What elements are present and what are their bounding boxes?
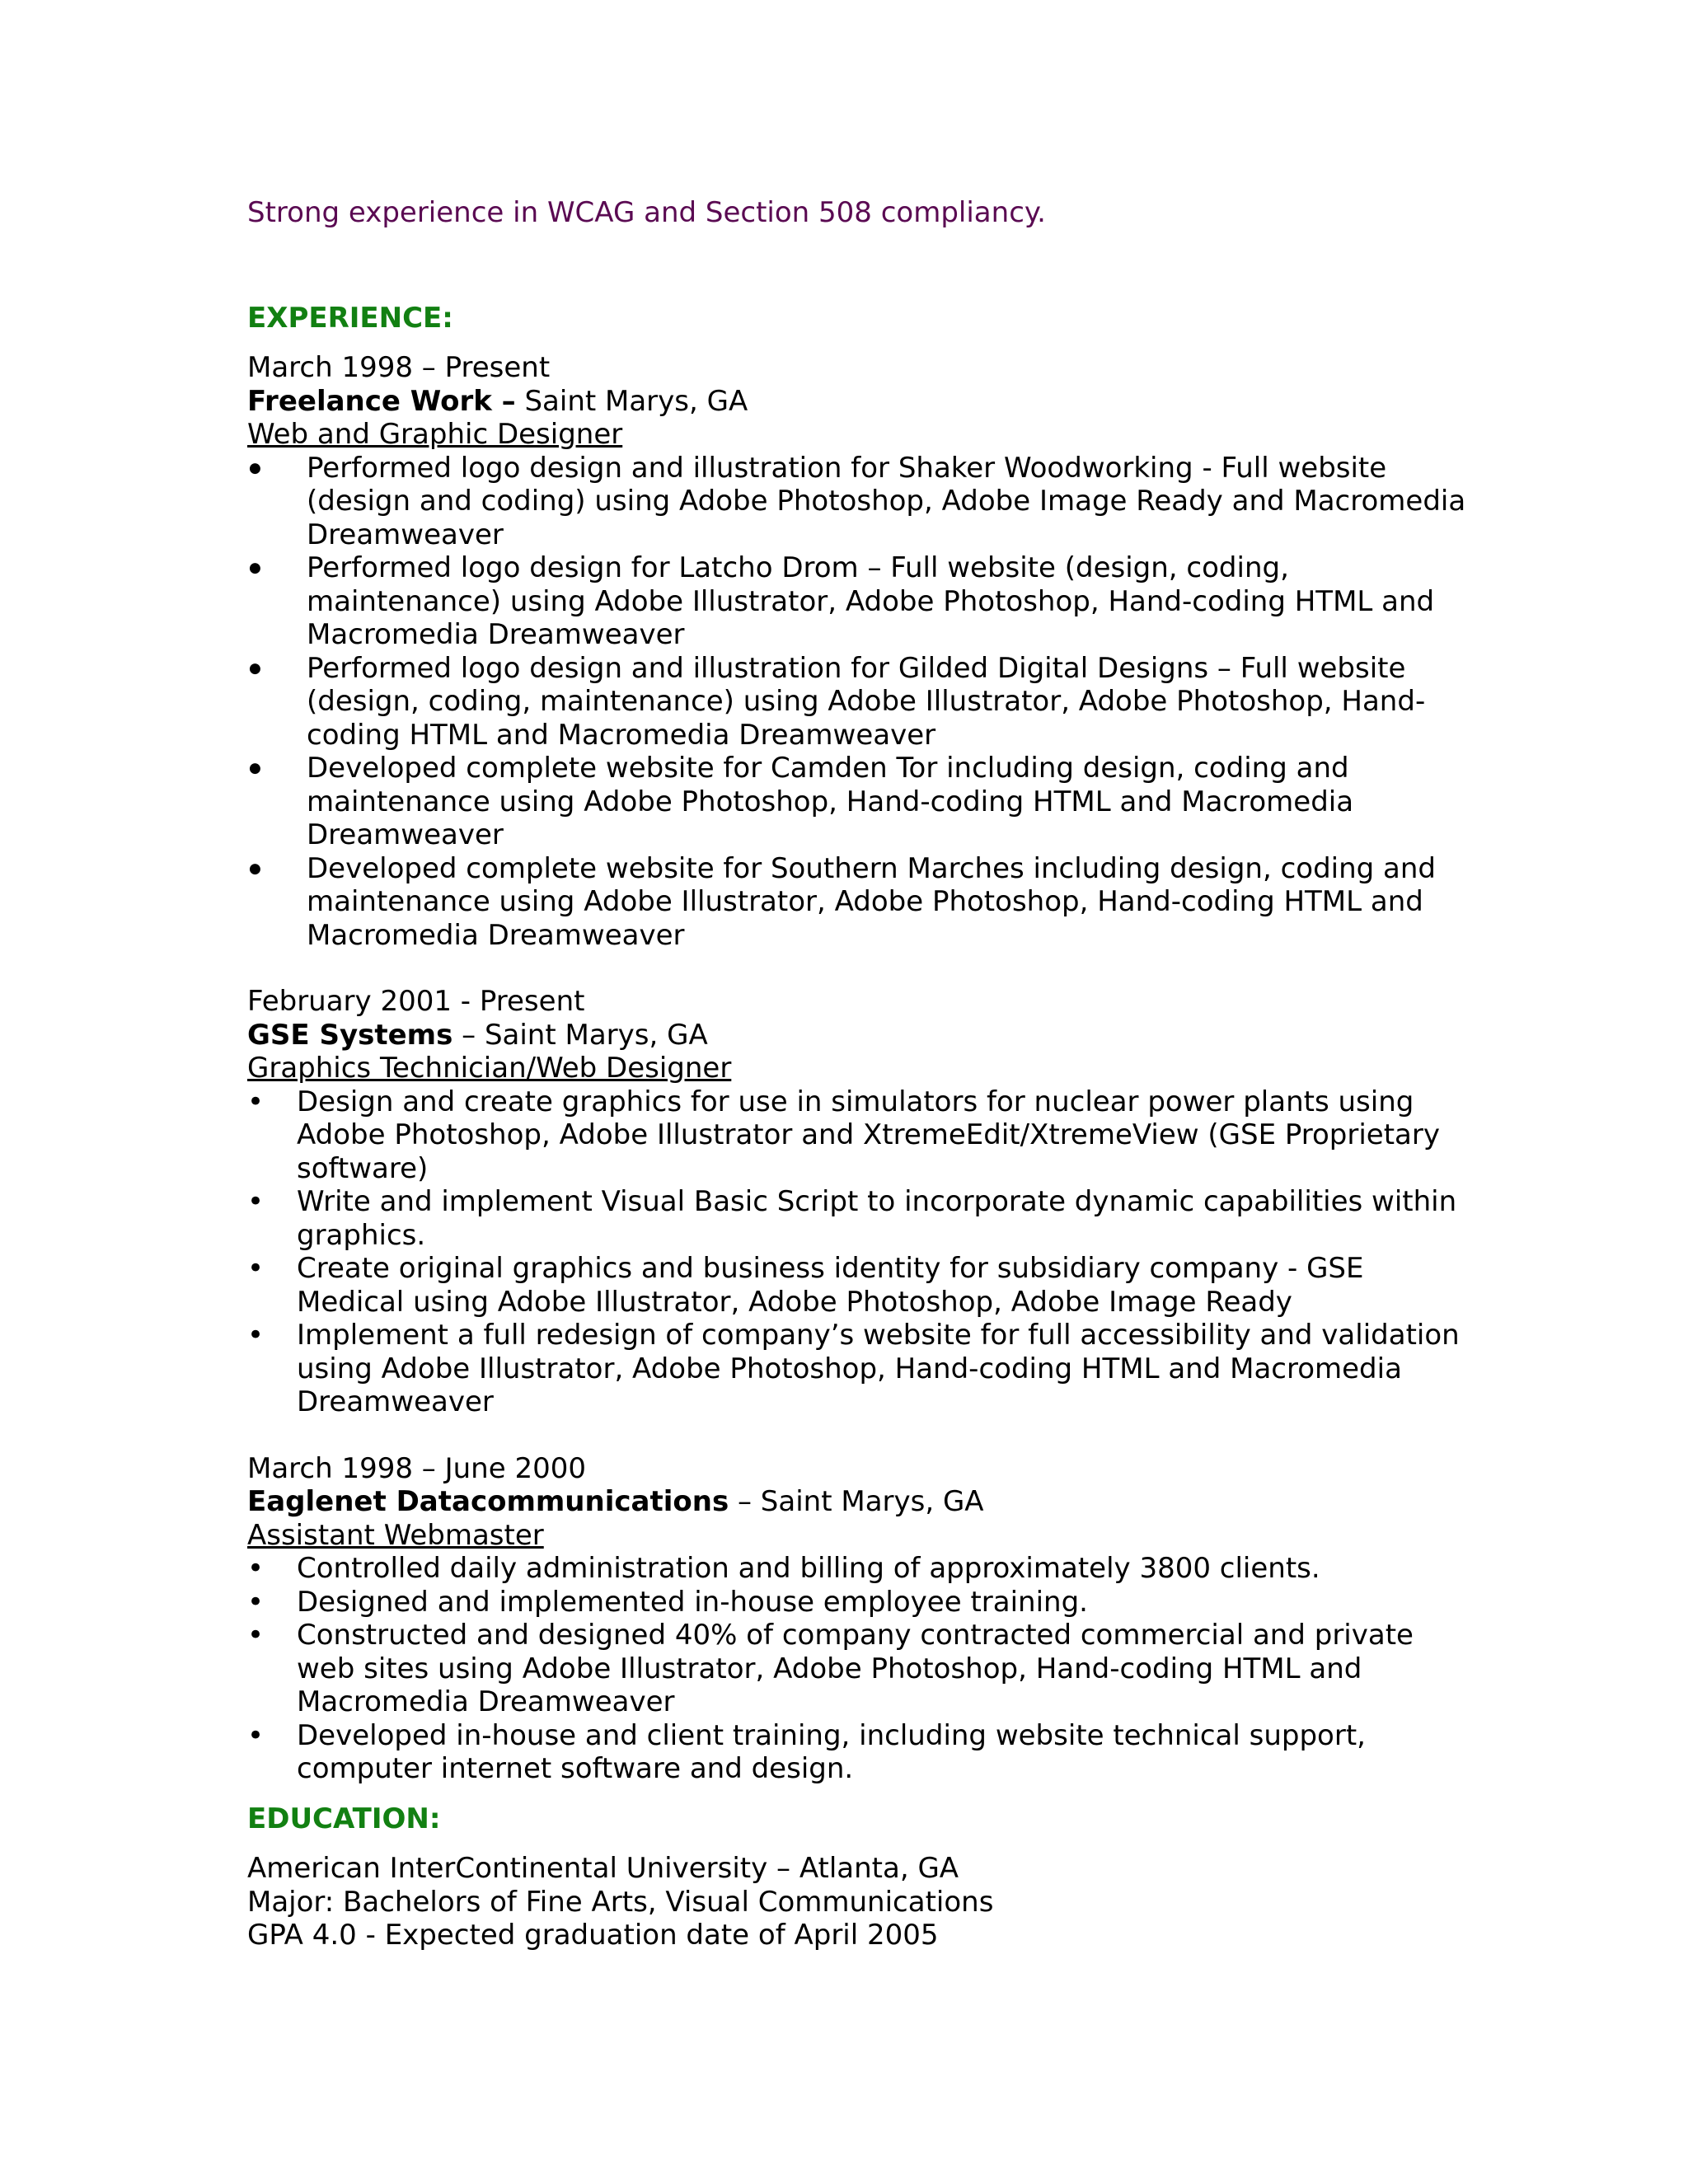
job-dates: March 1998 – Present (247, 351, 551, 384)
list-item: • Developed in-house and client training, including website technical support, computer internet software and design. (247, 1719, 1467, 1786)
job-location: Saint Marys, GA (515, 384, 748, 418)
job-bullets (247, 452, 1467, 953)
list-item: • Write and implement Visual Basic Script to incorporate dynamic capabilities within graphics. (247, 1185, 1467, 1252)
list-item: • Create original graphics and business identity for subsidiary company - GSE Medical using Adobe Illustrator, Adobe Photoshop, Adobe Image Ready (247, 1252, 1467, 1319)
job-title: Assistant Webmaster (247, 1518, 544, 1552)
resume-page (247, 196, 1467, 1952)
job-title: Web and Graphic Designer (247, 418, 623, 451)
job-entry-freelance (247, 351, 1467, 952)
job-bullets (247, 1085, 1467, 1419)
job-employer (247, 1485, 1467, 1519)
job-title: Graphics Technician/Web Designer (247, 1052, 732, 1085)
job-dates: February 2001 - Present (247, 985, 585, 1018)
list-item: ● Performed logo design and illustration for Shaker Woodworking - Full website (design and coding) using Adobe Photoshop, Adobe Image Ready and Macromedia Dreamweaver (247, 452, 1467, 552)
education-gpa: GPA 4.0 - Expected graduation date of April 2005 (247, 1919, 939, 1952)
intro-statement: Strong experience in WCAG and Section 508 compliancy. (247, 196, 1046, 229)
job-location: – Saint Marys, GA (452, 1018, 708, 1052)
list-item: • Design and create graphics for use in simulators for nuclear power plants using Adobe Photoshop, Adobe Illustrator and XtremeEdit/XtremeView (GSE Proprietary software) (247, 1085, 1467, 1186)
education-school: American InterContinental University – Atlanta, GA (247, 1852, 959, 1885)
job-company: GSE Systems (247, 1018, 453, 1052)
job-entry-gse-systems (247, 985, 1467, 1419)
list-item: ● Developed complete website for Camden Tor including design, coding and maintenance using Adobe Photoshop, Hand-coding HTML and Macromedia Dreamweaver (247, 752, 1467, 852)
list-item: ● Performed logo design and illustration for Gilded Digital Designs – Full website (design, coding, maintenance) using Adobe Illustrator, Adobe Photoshop, Hand-coding HTML and Macromedia Dreamweaver (247, 652, 1467, 752)
list-item: • Controlled daily administration and billing of approximately 3800 clients. (247, 1552, 1467, 1586)
list-item: • Constructed and designed 40% of company contracted commercial and private web sites using Adobe Illustrator, Adobe Photoshop, Hand-coding HTML and Macromedia Dreamweaver (247, 1619, 1467, 1719)
job-location: – Saint Marys, GA (729, 1485, 984, 1518)
list-item: ● Developed complete website for Southern Marches including design, coding and maintenance using Adobe Illustrator, Adobe Photoshop, Hand-coding HTML and Macromedia Dreamweaver (247, 852, 1467, 953)
education-heading: EDUCATION: (247, 1802, 441, 1835)
job-entry-eaglenet (247, 1452, 1467, 1786)
list-item: ● Performed logo design for Latcho Drom – Full website (design, coding, maintenance) using Adobe Illustrator, Adobe Photoshop, Hand-coding HTML and Macromedia Dreamweaver (247, 551, 1467, 652)
education-entry (247, 1852, 1467, 1952)
education-major: Major: Bachelors of Fine Arts, Visual Communications (247, 1885, 994, 1919)
job-dates: March 1998 – June 2000 (247, 1451, 586, 1485)
list-item: • Designed and implemented in-house employee training. (247, 1586, 1467, 1619)
job-employer (247, 385, 1467, 419)
job-company: Freelance Work – (247, 384, 516, 418)
job-employer (247, 1019, 1467, 1052)
job-bullets (247, 1552, 1467, 1786)
list-item: • Implement a full redesign of company’s website for full accessibility and validation using Adobe Illustrator, Adobe Photoshop, Hand-coding HTML and Macromedia Dreamweaver (247, 1319, 1467, 1419)
experience-heading: EXPERIENCE: (247, 301, 453, 335)
job-company: Eaglenet Datacommunications (247, 1485, 729, 1518)
